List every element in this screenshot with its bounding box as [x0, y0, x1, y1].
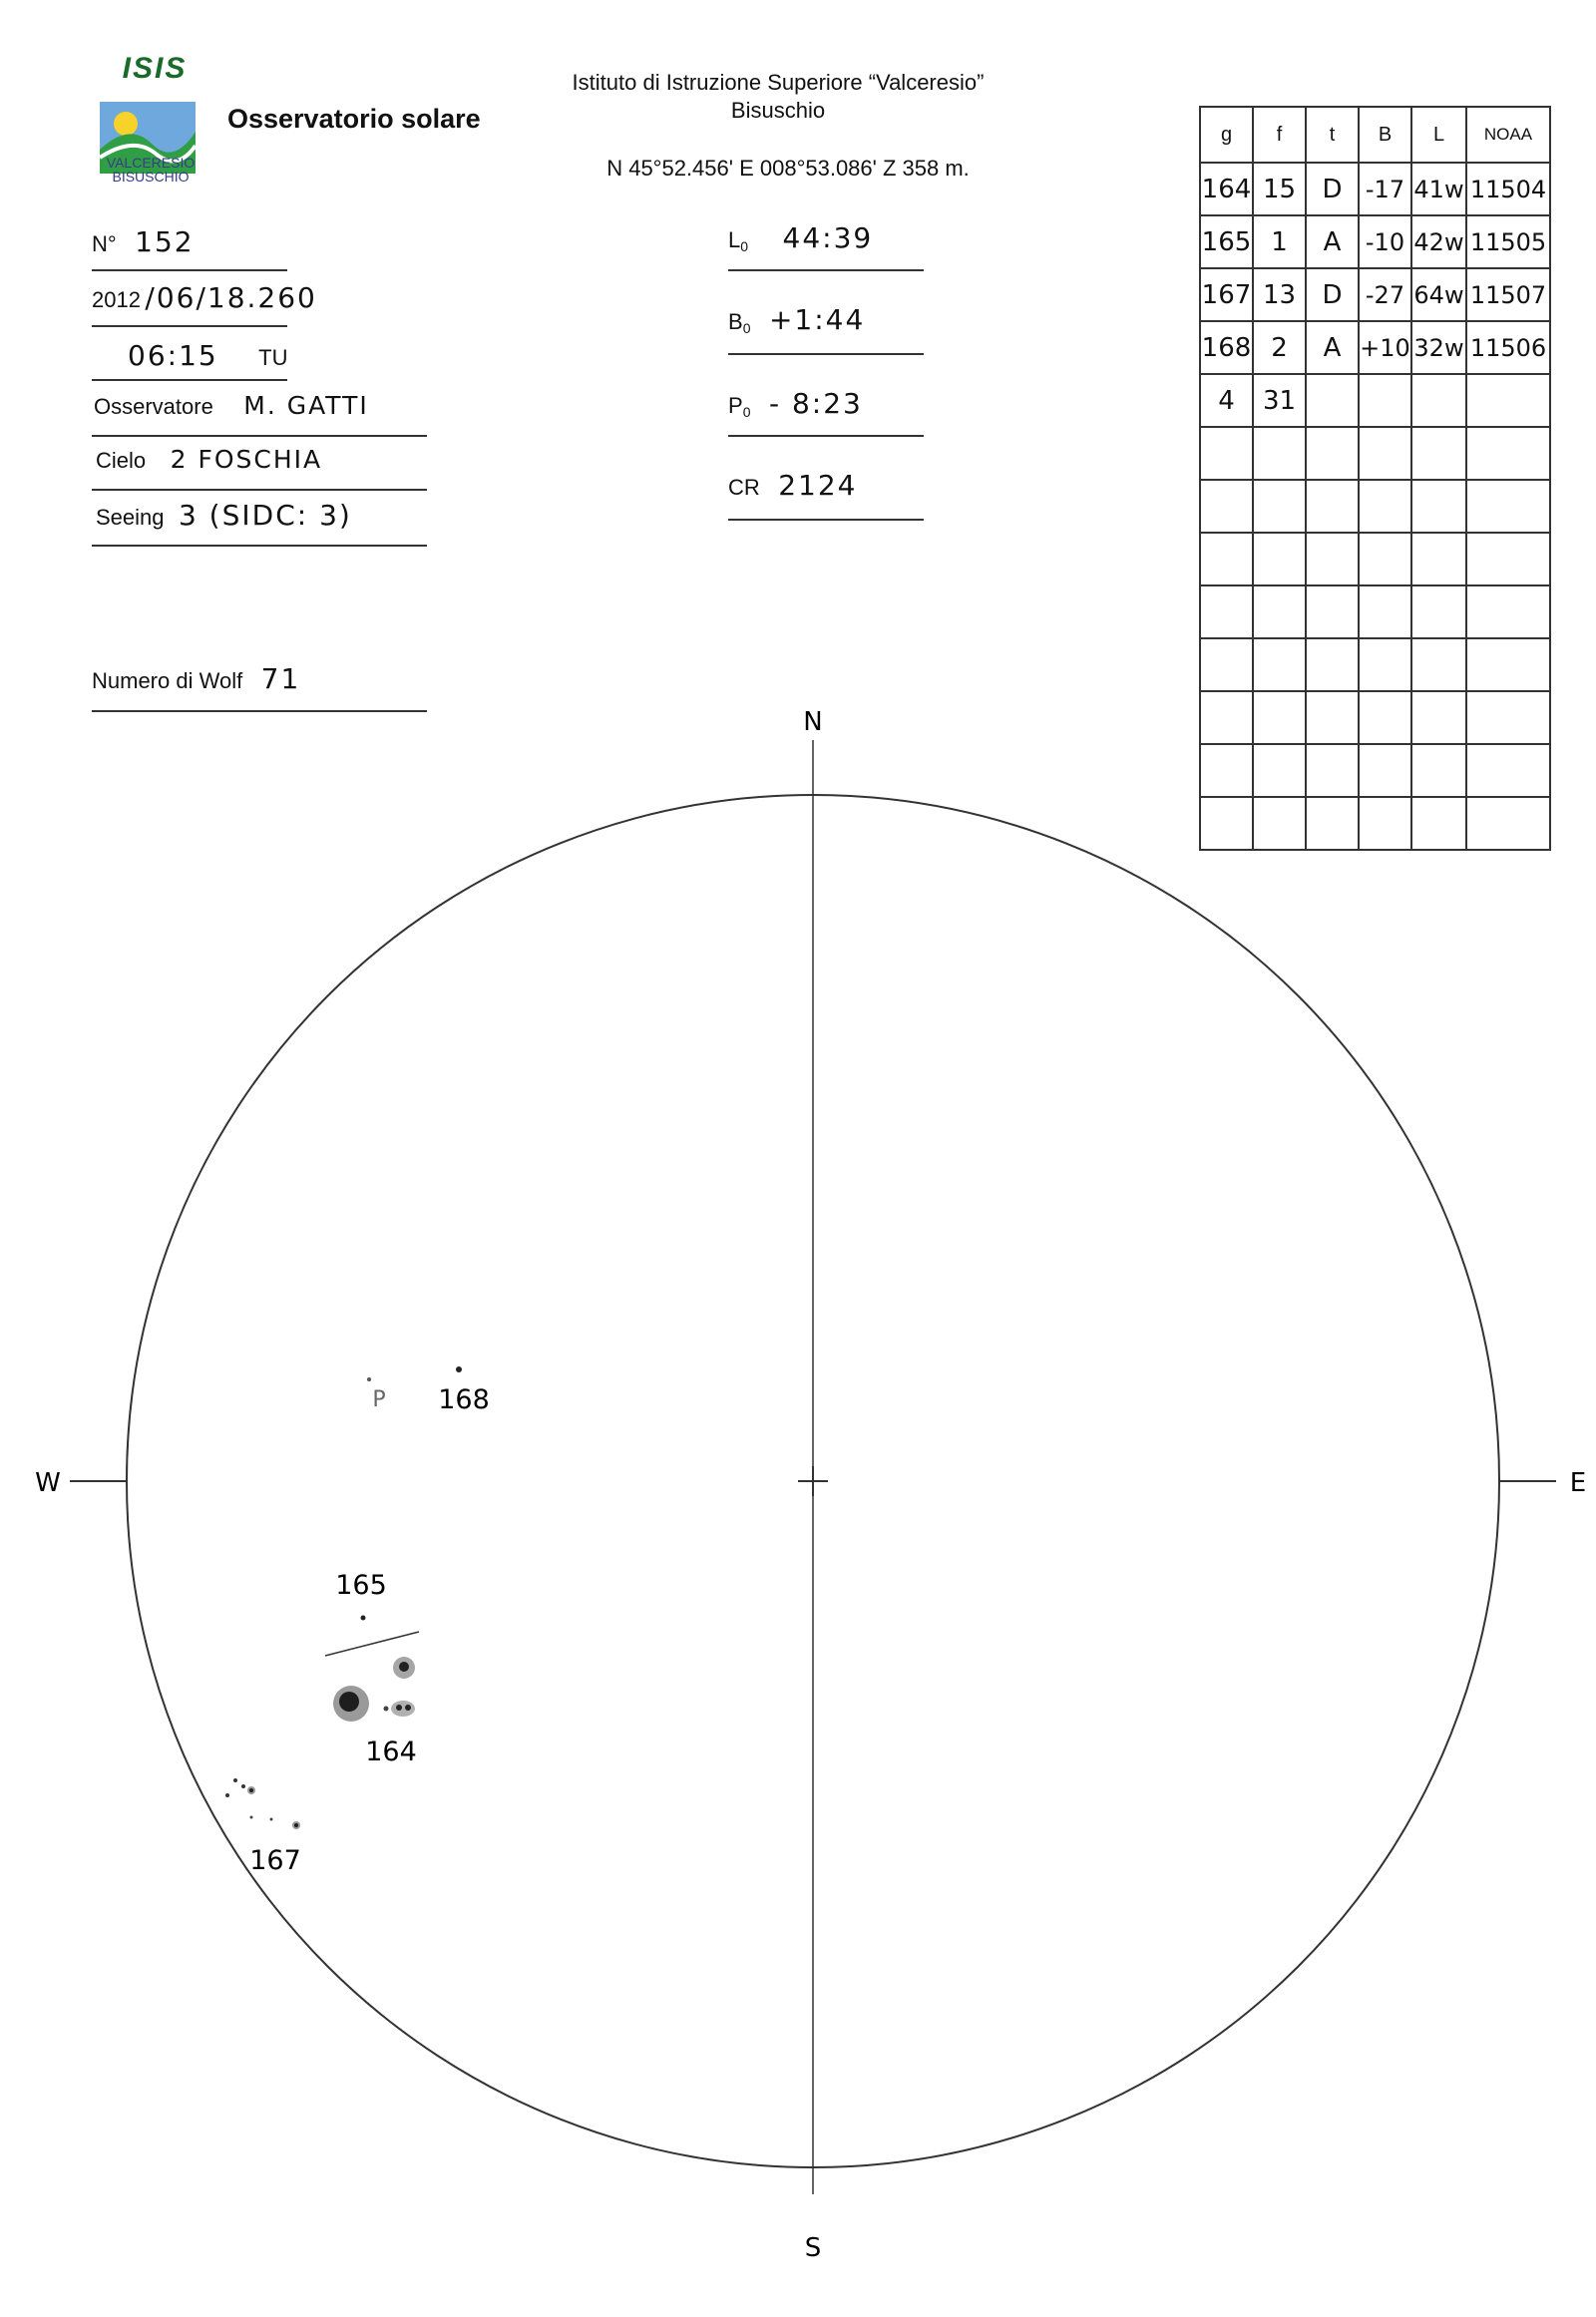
logo-line2: BISUSCHIO	[112, 169, 190, 185]
sunspot-167-d	[249, 1788, 253, 1792]
table-cell: 31	[1253, 374, 1306, 427]
date-year: 2012	[92, 287, 141, 312]
facula-dot	[367, 1377, 371, 1381]
sunspot-164-penumbra-east	[391, 1701, 415, 1717]
sunspot-167-f	[270, 1818, 273, 1821]
group-label-165: 165	[335, 1570, 387, 1601]
b0-value: +1:44	[768, 303, 866, 336]
l0-value: 44:39	[782, 221, 874, 254]
l0-sub: 0	[740, 238, 749, 255]
p0-sub: 0	[742, 404, 751, 421]
east-label: E	[1569, 1468, 1587, 1498]
sunspot-167-a	[233, 1778, 237, 1782]
table-cell: 167	[1200, 268, 1253, 321]
p0-label: P	[728, 393, 743, 418]
cr-value: 2124	[778, 469, 858, 502]
observer-value: M. GATTI	[243, 391, 369, 420]
table-cell: -17	[1359, 163, 1411, 215]
location-coordinates: N 45°52.456' E 008°53.086' Z 358 m.	[606, 156, 970, 181]
logo-line1: VALCERESIO	[106, 155, 196, 171]
sunspot-164-umbra-east-b	[405, 1705, 411, 1711]
table-cell: 11507	[1466, 268, 1550, 321]
table-cell: 15	[1253, 163, 1306, 215]
table-cell: 42w	[1411, 215, 1466, 268]
b0-label: B	[728, 309, 743, 334]
table-header-cell: L	[1411, 107, 1466, 163]
observer-label: Osservatore	[94, 394, 213, 419]
sunspot-164-umbra-east-a	[396, 1705, 402, 1711]
facula-label: P	[372, 1387, 386, 1412]
sunspot-164-umbra-large	[339, 1692, 359, 1712]
date-value: /06/18.260	[145, 281, 317, 314]
table-cell: 2	[1253, 321, 1306, 374]
sunspot-167-c	[225, 1793, 229, 1797]
sunspot-168-a	[456, 1366, 462, 1372]
table-header-cell: NOAA	[1466, 107, 1550, 163]
sky-value: 2 FOSCHIA	[170, 445, 323, 474]
table-cell: 11506	[1466, 321, 1550, 374]
seeing-value: 3 (SIDC: 3)	[178, 499, 352, 532]
table-header-cell: t	[1306, 107, 1359, 163]
group-label-164: 164	[365, 1737, 417, 1767]
institute-town: Bisuschio	[730, 98, 826, 123]
logo-top-text: ISIS	[122, 52, 188, 85]
cr-label: CR	[728, 475, 760, 500]
table-cell: 13	[1253, 268, 1306, 321]
table-cell: D	[1306, 163, 1359, 215]
sunspot-167-e	[250, 1816, 253, 1819]
table-header-cell: f	[1253, 107, 1306, 163]
table-cell: A	[1306, 215, 1359, 268]
sunspot-167-g	[294, 1823, 298, 1827]
table-cell: 11505	[1466, 215, 1550, 268]
b0-sub: 0	[742, 320, 751, 337]
table-cell: A	[1306, 321, 1359, 374]
sky-label: Cielo	[96, 448, 147, 473]
wolf-label: Numero di Wolf	[92, 668, 243, 693]
sunspot-164-umbra-north	[399, 1662, 409, 1672]
sunspot-164-small	[384, 1707, 389, 1712]
group-label-167: 167	[249, 1845, 301, 1876]
table-cell: 168	[1200, 321, 1253, 374]
table-cell: 41w	[1411, 163, 1466, 215]
table-cell: -27	[1359, 268, 1411, 321]
table-header-cell: B	[1359, 107, 1411, 163]
table-cell: +10	[1359, 321, 1411, 374]
time-unit: TU	[258, 345, 288, 370]
west-label: W	[35, 1468, 61, 1498]
group-label-168: 168	[438, 1384, 490, 1415]
south-label: S	[804, 2233, 822, 2263]
table-cell: 11504	[1466, 163, 1550, 215]
page-title: Osservatorio solare	[227, 104, 481, 134]
table-cell: 165	[1200, 215, 1253, 268]
table-cell: 1	[1253, 215, 1306, 268]
sunspot-167-b	[241, 1784, 245, 1788]
institute-name: Istituto di Istruzione Superiore “Valceresio”	[572, 70, 985, 95]
table-cell: 164	[1200, 163, 1253, 215]
seeing-label: Seeing	[96, 505, 165, 530]
l0-label: L	[728, 227, 741, 252]
number-label: N°	[92, 231, 117, 256]
table-header-cell: g	[1200, 107, 1253, 163]
table-cell: D	[1306, 268, 1359, 321]
table-cell: -10	[1359, 215, 1411, 268]
p0-value: - 8:23	[768, 387, 863, 420]
north-label: N	[803, 707, 823, 737]
wolf-value: 71	[260, 662, 301, 695]
group-165-marker	[325, 1632, 419, 1656]
sunspot-165	[361, 1616, 366, 1621]
number-value: 152	[135, 225, 195, 258]
time-value: 06:15	[128, 339, 218, 372]
table-cell: 64w	[1411, 268, 1466, 321]
table-cell: 32w	[1411, 321, 1466, 374]
table-cell: 4	[1200, 374, 1253, 427]
